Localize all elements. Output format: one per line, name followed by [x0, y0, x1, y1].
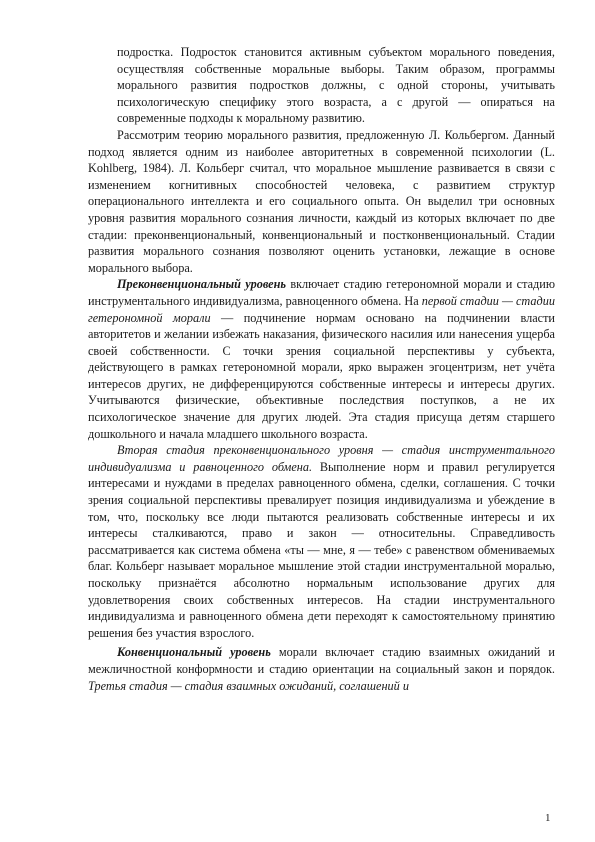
- paragraph-2-run-2: первой стадии — стадии гетерономной морали: [88, 293, 555, 325]
- paragraph-1: [88, 127, 555, 276]
- document-body: [88, 44, 555, 694]
- paragraph-4-run-1: морали включает стадию взаимных ожиданий и межличностной конформности и стадию ориентации на социальный закон и порядок.: [88, 645, 555, 676]
- paragraph-2: [88, 276, 555, 442]
- paragraph-2-run-0: Преконвенциональный уровень: [117, 277, 286, 292]
- paragraph-0: [88, 44, 555, 127]
- paragraph-3-run-0: Вторая стадия преконвенционального уровня — стадия инструментального индивидуализма и равноценного обмена.: [88, 443, 555, 474]
- paragraph-2-run-3: — подчинение нормам основано на подчинении власти авторитетов и желании избежать наказания, физического насилия или нанесения ущерба своей собственности. С точки зрения социальной перспективы у субъекта, действующего в рамках гетерономной морали, ярко выражен эгоцентризм, нет учёта интересов других, не дифференцируются собственные интересы и интересы других. Учитываются физические, объективные последствия поступков, а не их психологическое значение для других людей. Эта стадия присуща детям старшего дошкольного и начала младшего школьного возраста.: [88, 310, 555, 441]
- paragraph-2-run-1: включает стадию гетерономной морали и стадию инструментального индивидуализма, равноценного обмена. На: [88, 277, 555, 308]
- paragraph-1-run-0: Рассмотрим теорию морального развития, предложенную Л. Кольбергом. Данный подход является одним из наиболее авторитетных в современной психологии (L. Kohlberg, 1984). Л. Кольберг считал, что моральное мышление развивается в связи с изменением когнитивных способностей человека, с развитием структур операционального интеллекта и его социального опыта. Он выделил три основных уровня развития морального сознания личности, каждый из которых включает по две стадии: преконвенциональный, конвенциональный и постконвенциональный. Стадии развития морального сознания позволяют оценить установки, лежащие в основе морального выбора.: [88, 127, 555, 275]
- page-number: 1: [545, 812, 551, 824]
- paragraph-3-run-1: Выполнение норм и правил регулируется интересами и нуждами в пределах равноценного обмена, сделки, соглашения. С точки зрения социальной перспективы превалирует позиция индивидуализма и убеждение в том, что, поскольку все люди пытаются реализовать собственные интересы и их интересы сталкиваются, право и закон — относительны. Справедливость рассматривается как система обмена «ты — мне, я — тебе» с равенством обмениваемых благ. Кольберг называет моральное мышление этой стадии инструментальной моралью, поскольку признаётся абсолютно нормальным использование других для удовлетворения своих собственных интересов. На стадии инструментального индивидуализма и равноценного обмена дети переходят к самостоятельному принятию решения без участия взрослого.: [88, 459, 555, 640]
- paragraph-4-run-2: Третья стадия — стадия взаимных ожиданий, соглашений и: [88, 678, 409, 693]
- paragraph-4: [88, 644, 555, 694]
- paragraph-3: [88, 442, 555, 641]
- paragraph-0-run-0: подростка. Подросток становится активным субъектом морального поведения, осуществляя собственные моральные выборы. Таким образом, программы морального развития подростков должны, с одной стороны, учитывать психологическую специфику этого возраста, а с другой — опираться на современные подходы к моральному развитию.: [117, 45, 555, 126]
- paragraph-4-run-0: Конвенциональный уровень: [117, 645, 271, 660]
